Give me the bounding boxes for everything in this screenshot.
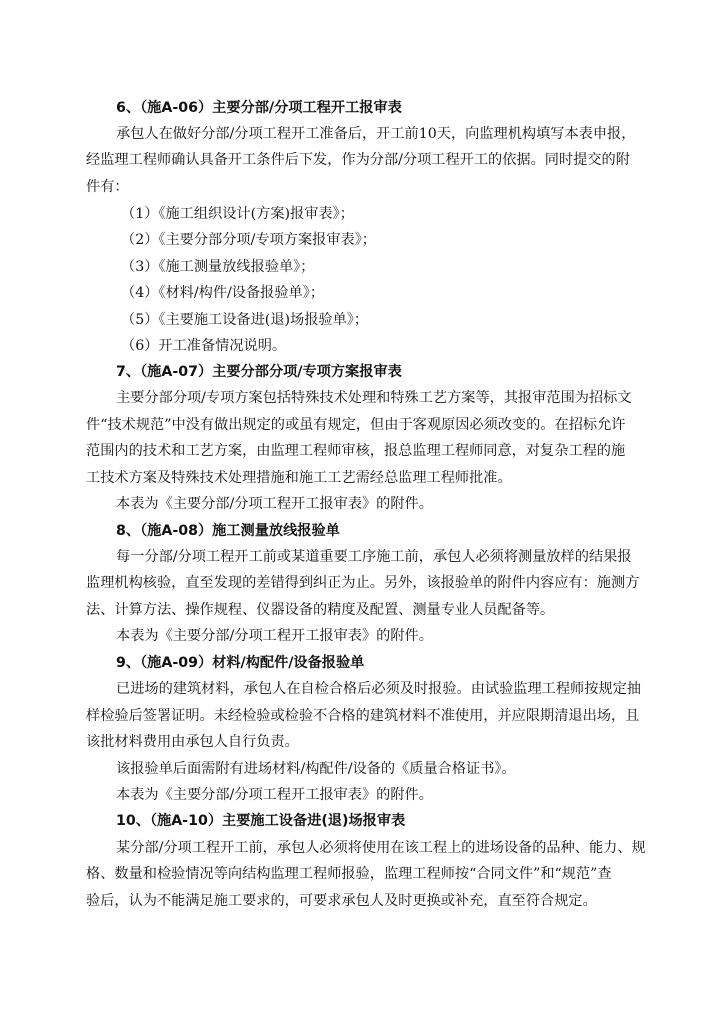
paragraph-line: 该报验单后面需附有进场材料/构配件/设备的《质量合格证书》。 xyxy=(116,761,516,777)
section-heading: 9、（施A-09）材料/构配件/设备报验单 xyxy=(116,655,365,671)
section-heading: 6、（施A-06）主要分部/分项工程开工报审表 xyxy=(116,100,402,116)
list-item: （6）开工准备情况说明。 xyxy=(121,338,287,354)
paragraph-line: 法、计算方法、操作规程、仪器设备的精度及配置、测量专业人员配备等。 xyxy=(86,602,555,618)
section-heading: 10、（施A-10）主要施工设备进(退)场报审表 xyxy=(116,813,406,829)
section-heading: 8、（施A-08）施工测量放线报验单 xyxy=(116,523,340,539)
paragraph-line: 本表为《主要分部/分项工程开工报审表》的附件。 xyxy=(116,628,433,644)
paragraph-line: 件“技术规范”中没有做出规定的或虽有规定，但由于客观原因必须改变的。在招标允许 xyxy=(86,417,626,433)
list-item: （4）《材料/构件/设备报验单》； xyxy=(121,285,325,301)
paragraph-line: 件有： xyxy=(86,179,129,195)
list-item: （5）《主要施工设备进(退)场报验单》； xyxy=(121,312,369,328)
paragraph-line: 样检验后签署证明。未经检验或检验不合格的建筑材料不准使用，并应限期清退出场，且 xyxy=(86,708,640,724)
section-heading: 7、（施A-07）主要分部分项/专项方案报审表 xyxy=(116,364,402,380)
paragraph-line: 格、数量和检验情况等向结构监理工程师报验，监理工程师按“合同文件”和“规范”查 xyxy=(86,866,612,882)
paragraph-line: 某分部/分项工程开工前，承包人必须将使用在该工程上的进场设备的品种、能力、规 xyxy=(116,840,646,856)
paragraph-line: 该批材料费用由承包人自行负责。 xyxy=(86,734,299,750)
paragraph-line: 监理机构核验，直至发现的差错得到纠正为止。另外，该报验单的附件内容应有：施测方 xyxy=(86,575,640,591)
paragraph-line: 主要分部分项/专项方案包括特殊技术处理和特殊工艺方案等，其报审范围为招标文 xyxy=(116,390,632,406)
paragraph-line: 工技术方案及特殊技术处理措施和施工工艺需经总监理工程师批准。 xyxy=(86,470,512,486)
paragraph-line: 已进场的建筑材料，承包人在自检合格后必须及时报验。由试验监理工程师按规定抽 xyxy=(116,681,641,697)
paragraph-line: 承包人在做好分部/分项工程开工准备后，开工前10天，向监理机构填写本表申报， xyxy=(116,126,636,142)
paragraph-line: 每一分部/分项工程开工前或某道重要工序施工前，承包人必须将测量放样的结果报 xyxy=(116,549,632,565)
list-item: （3）《施工测量放线报验单》； xyxy=(121,259,315,275)
paragraph-line: 范围内的技术和工艺方案，由监理工程师审核，报总监理工程师同意，对复杂工程的施 xyxy=(86,443,626,459)
paragraph-line: 经监理工程师确认具备开工条件后下发，作为分部/分项工程开工的依据。同时提交的附 xyxy=(86,152,630,168)
paragraph-line: 验后，认为不能满足施工要求的，可要求承包人及时更换或补充，直至符合规定。 xyxy=(86,893,597,909)
paragraph-line: 本表为《主要分部/分项工程开工报审表》的附件。 xyxy=(116,496,433,512)
list-item: （2）《主要分部分项/专项方案报审表》； xyxy=(121,232,376,248)
list-item: （1）《施工组织设计(方案)报审表》； xyxy=(121,206,354,222)
paragraph-line: 本表为《主要分部/分项工程开工报审表》的附件。 xyxy=(116,787,433,803)
